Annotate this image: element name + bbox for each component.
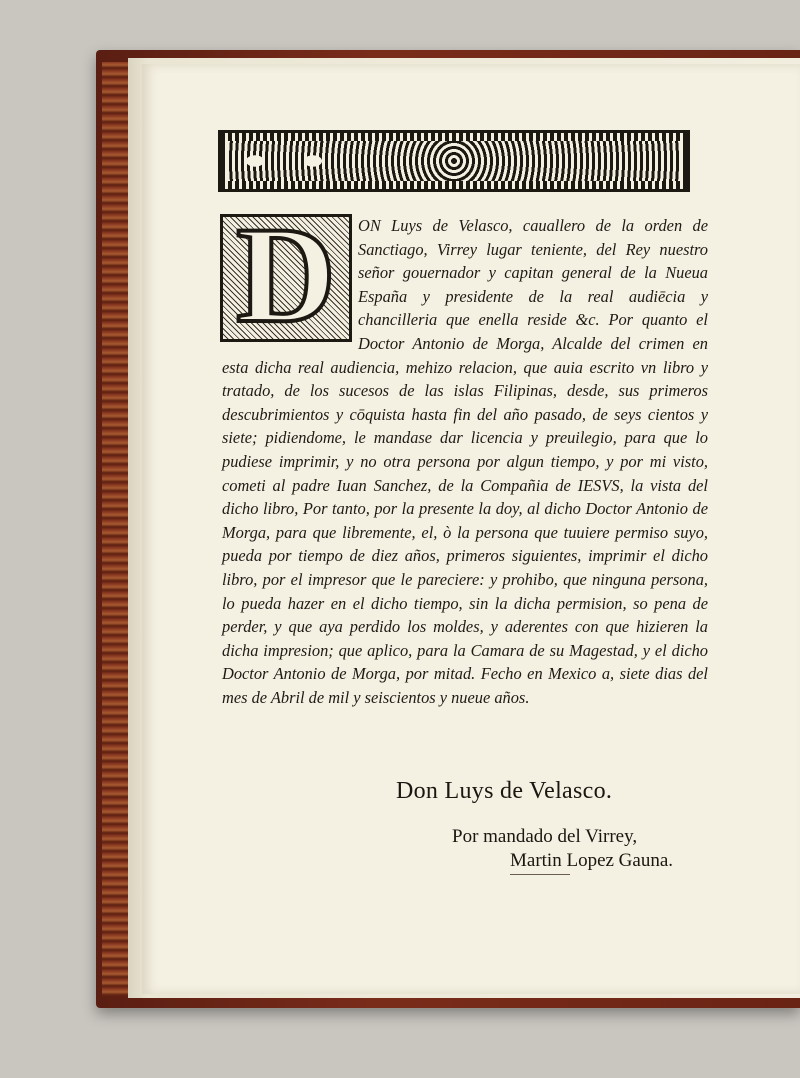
initial-letter: D [236, 198, 336, 351]
mandate-line: Por mandado del Virrey, [452, 826, 638, 847]
ornamental-headpiece [218, 130, 690, 192]
secretary-name: Martin Lopez Gauna. [510, 850, 674, 871]
secretary-underline [510, 874, 570, 875]
decorated-initial [220, 198, 352, 351]
tooled-spine-edge [102, 62, 130, 996]
paragraph-text: ON Luys de Velasco, cauallero de la orden de Sanctiago, Virrey lugar teniente, del Rey nuestro señor gouernador y capitan general de la Nueua España y presidente de la real audiēcia y chancilleria que enella reside &c. Por quanto el Doctor Antonio de Morga, Alcalde del crimen en esta dicha real audiencia, mehizo relacion, que auia escrito vn libro y tratado, de los sucesos de las islas Filipinas, desde, sus primeros descubrimientos y cōquista hasta fin del año pasado, de seys cientos y siete; pidiendome, le mandase dar licencia y preuilegio, para que lo pudiese imprimir, y no otra persona por algun tiempo, y por mi visto, cometi al padre Iuan Sanchez, de la Compañia de IESVS, la vista del dicho libro, Por tanto, por la presente la doy, al dicho Doctor Antonio de Morga, para que libremente, el, ò la persona que tuuiere permiso suyo, pueda por tiempo de diez años, primeros siguientes, imprimir el dicho libro, por el impresor que le pareciere: y prohibo, que ninguna persona, lo pueda hazer en el dicho tiempo, sin la dicha permision, so pena de perder, y que aya perdido los moldes, y aderentes con que hizieren la dicha impresion; que aplico, para la Camara de su Magestad, y el dicho Doctor Antonio de Morga, por mitad. Fecho en Mexico a, siete dias del mes de Abril de mil y seiscientos y nueue años. [222, 216, 708, 707]
viceroy-signature: Don Luys de Velasco. [396, 778, 613, 804]
headpiece-pattern [227, 141, 681, 181]
